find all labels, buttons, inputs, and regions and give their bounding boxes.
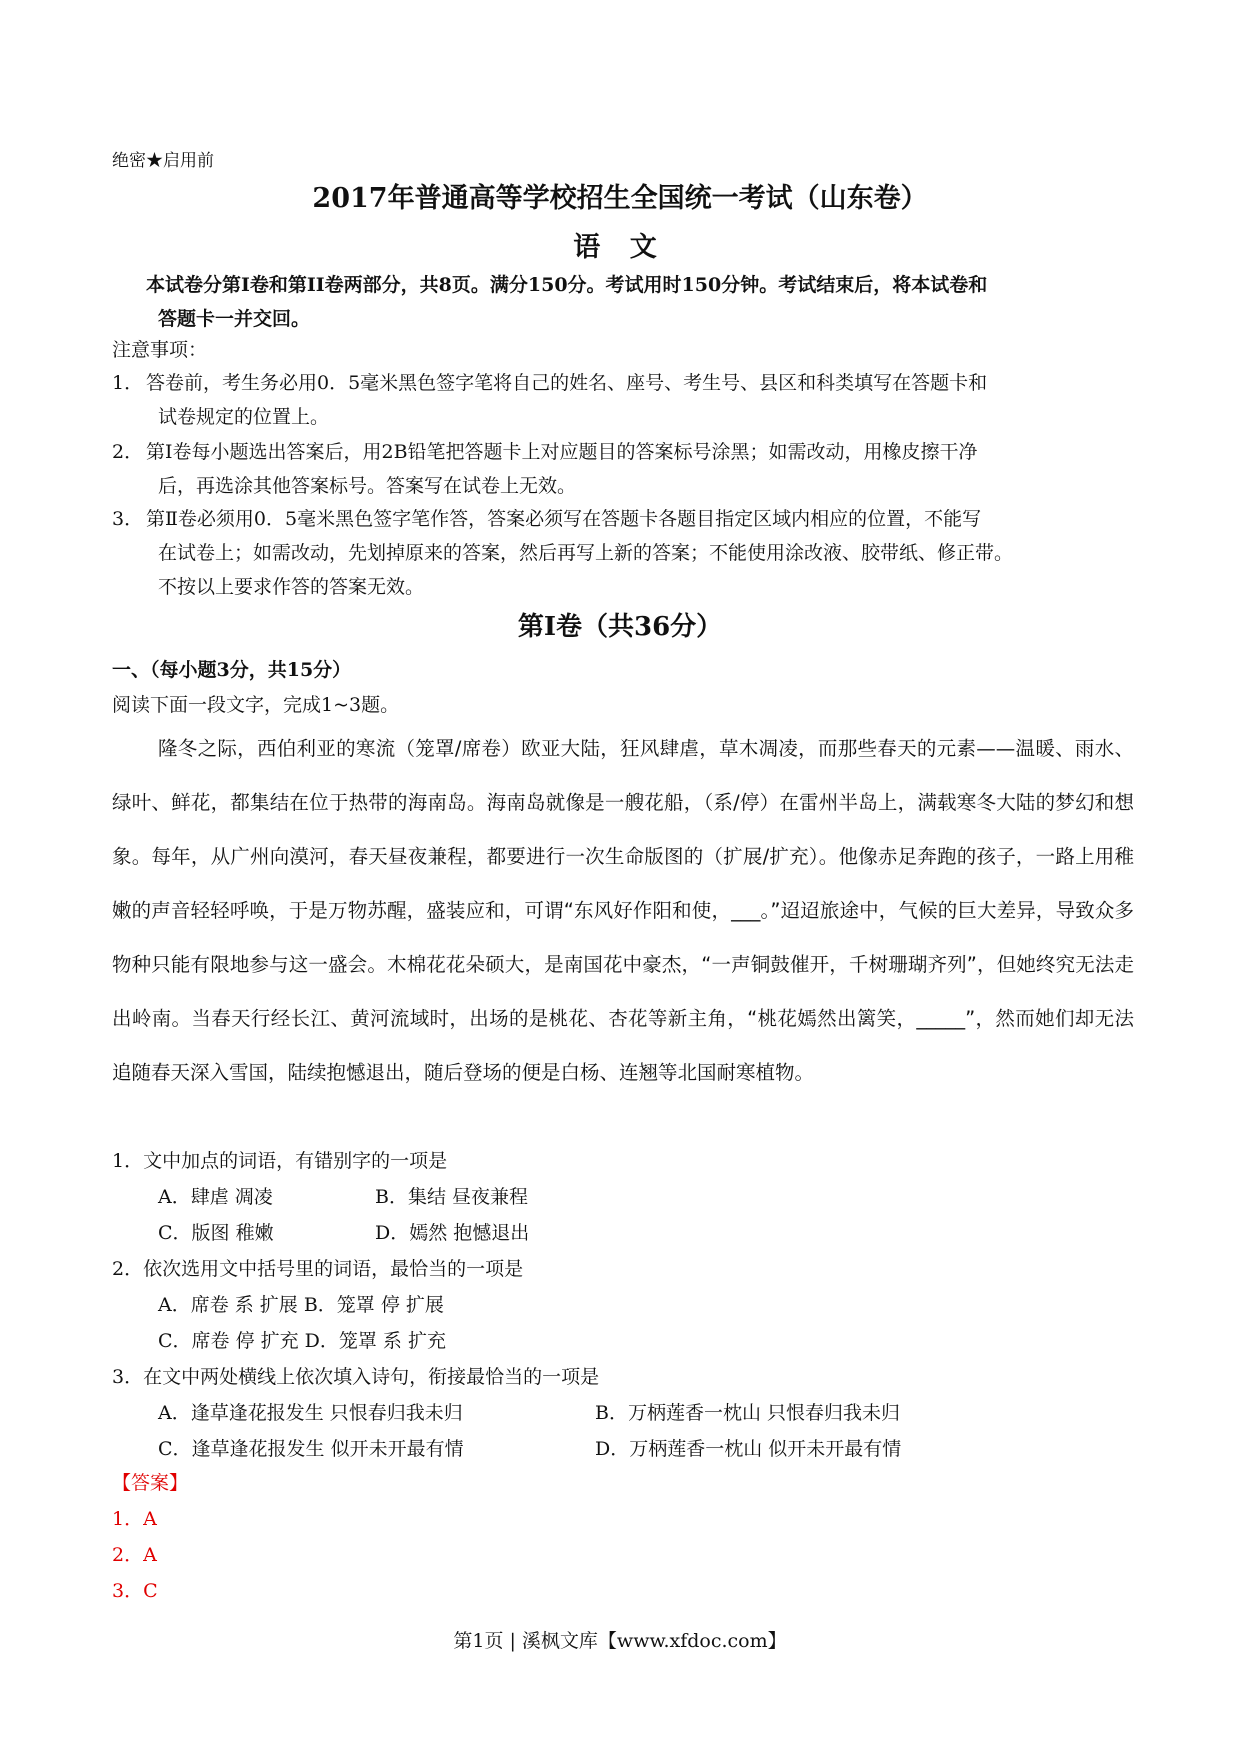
question-3-option-c: C．逢草逢花报发生 似开未开最有情 <box>158 1438 464 1460</box>
note-text-continued: 在试卷上；如需改动，先划掉原来的答案，然后再写上新的答案；不能使用涂改液、胶带纸、修正带。 <box>158 542 1014 564</box>
question-1-option-b: B．集结 昼夜兼程 <box>375 1186 529 1208</box>
intro-line-2: 答题卡一并交回。 <box>158 308 311 330</box>
note-item <box>112 502 1132 604</box>
note-text-continued: 试卷规定的位置上。 <box>158 406 330 428</box>
note-text: 第Ⅰ卷每小题选出答案后，用2B铅笔把答题卡上对应题目的答案标号涂黑；如需改动，用橡皮擦干净 <box>146 441 978 463</box>
question-1-option-c: C．版图 稚嫩 <box>158 1222 274 1244</box>
reading-instruction: 阅读下面一段文字，完成1~3题。 <box>112 694 400 716</box>
note-text-continued: 不按以上要求作答的答案无效。 <box>158 576 425 598</box>
exam-intro <box>146 268 1136 336</box>
note-text: 答卷前，考生务必用0．5毫米黑色签字笔将自己的姓名、座号、考生号、县区和科类填写在答题卡和 <box>146 372 988 394</box>
note-number: 3． <box>112 508 144 530</box>
question-2-stem: 2．依次选用文中括号里的词语，最恰当的一项是 <box>112 1258 524 1280</box>
note-item <box>112 435 1132 503</box>
answer-item: 3．C <box>112 1580 158 1602</box>
note-text: 第Ⅱ卷必须用0．5毫米黑色签字笔作答，答案必须写在答题卡各题目指定区域内相应的位置，不能写 <box>146 508 982 530</box>
question-3-option-b: B．万柄莲香一枕山 只恨春归我未归 <box>595 1402 901 1424</box>
intro-line-1: 本试卷分第I卷和第II卷两部分，共8页。满分150分。考试用时150分钟。考试结束后，将本试卷和 <box>146 274 988 296</box>
question-2-options-cd: C．席卷 停 扩充 D．笼罩 系 扩充 <box>158 1330 446 1352</box>
reading-passage: 隆冬之际，西伯利亚的寒流（笼罩/席卷）欧亚大陆，狂风肆虐，草木凋凌，而那些春天的元素——温暖、雨水、绿叶、鲜花，都集结在位于热带的海南岛。海南岛就像是一艘花船，（系/停）在雷州半岛上，满载寒冬大陆的梦幻和想象。每年，从广州向漠河，春天昼夜兼程，都要进行一次生命版图的（扩展/扩充）。他像赤足奔跑的孩子，一路上用稚嫩的声音轻轻呼唤，于是万物苏醒，盛装应和，可谓“东风好作阳和使，___。”迢迢旅途中，气候的巨大差异，导致众多物种只能有限地参与这一盛会。木棉花花朵硕大，是南国花中豪杰，“一声铜鼓催开，千树珊瑚齐列”，但她终究无法走出岭南。当春天行经长江、黄河流域时，出场的是桃花、杏花等新主角，“桃花嫣然出篱笑，_____”，然而她们却无法追随春天深入雪国，陆续抱憾退出，随后登场的便是白杨、连翘等北国耐寒植物。 <box>112 737 1134 1084</box>
section-heading: 一、（每小题3分，共15分） <box>112 659 352 681</box>
question-1-stem: 1．文中加点的词语，有错别字的一项是 <box>112 1150 448 1172</box>
note-number: 2． <box>112 441 144 463</box>
note-number: 1． <box>112 372 144 394</box>
page-footer: 第1页 | 溪枫文库【www.xfdoc.com】 <box>453 1630 787 1652</box>
question-2-options-ab: A．席卷 系 扩展 B．笼罩 停 扩展 <box>158 1294 444 1316</box>
part-one-heading: 第I卷（共36分） <box>517 612 723 642</box>
subject-title: 语 文 <box>573 232 667 263</box>
question-3-stem: 3．在文中两处横线上依次填入诗句，衔接最恰当的一项是 <box>112 1366 600 1388</box>
question-1-option-d: D．嫣然 抱憾退出 <box>375 1222 530 1244</box>
question-3-option-d: D．万柄莲香一枕山 似开未开最有情 <box>595 1438 902 1460</box>
question-1-option-a: A．肆虐 凋凌 <box>158 1186 273 1208</box>
exam-title: 2017年普通高等学校招生全国统一考试（山东卷） <box>312 183 928 214</box>
note-text-continued: 后，再选涂其他答案标号。答案写在试卷上无效。 <box>158 475 577 497</box>
answer-item: 2．A <box>112 1544 157 1566</box>
confidential-mark: 绝密★启用前 <box>112 151 214 171</box>
answers-heading: 【答案】 <box>112 1472 189 1494</box>
note-item <box>112 366 1132 434</box>
question-3-option-a: A．逢草逢花报发生 只恨春归我未归 <box>158 1402 463 1424</box>
answer-item: 1．A <box>112 1508 157 1530</box>
notes-heading: 注意事项： <box>112 339 208 361</box>
